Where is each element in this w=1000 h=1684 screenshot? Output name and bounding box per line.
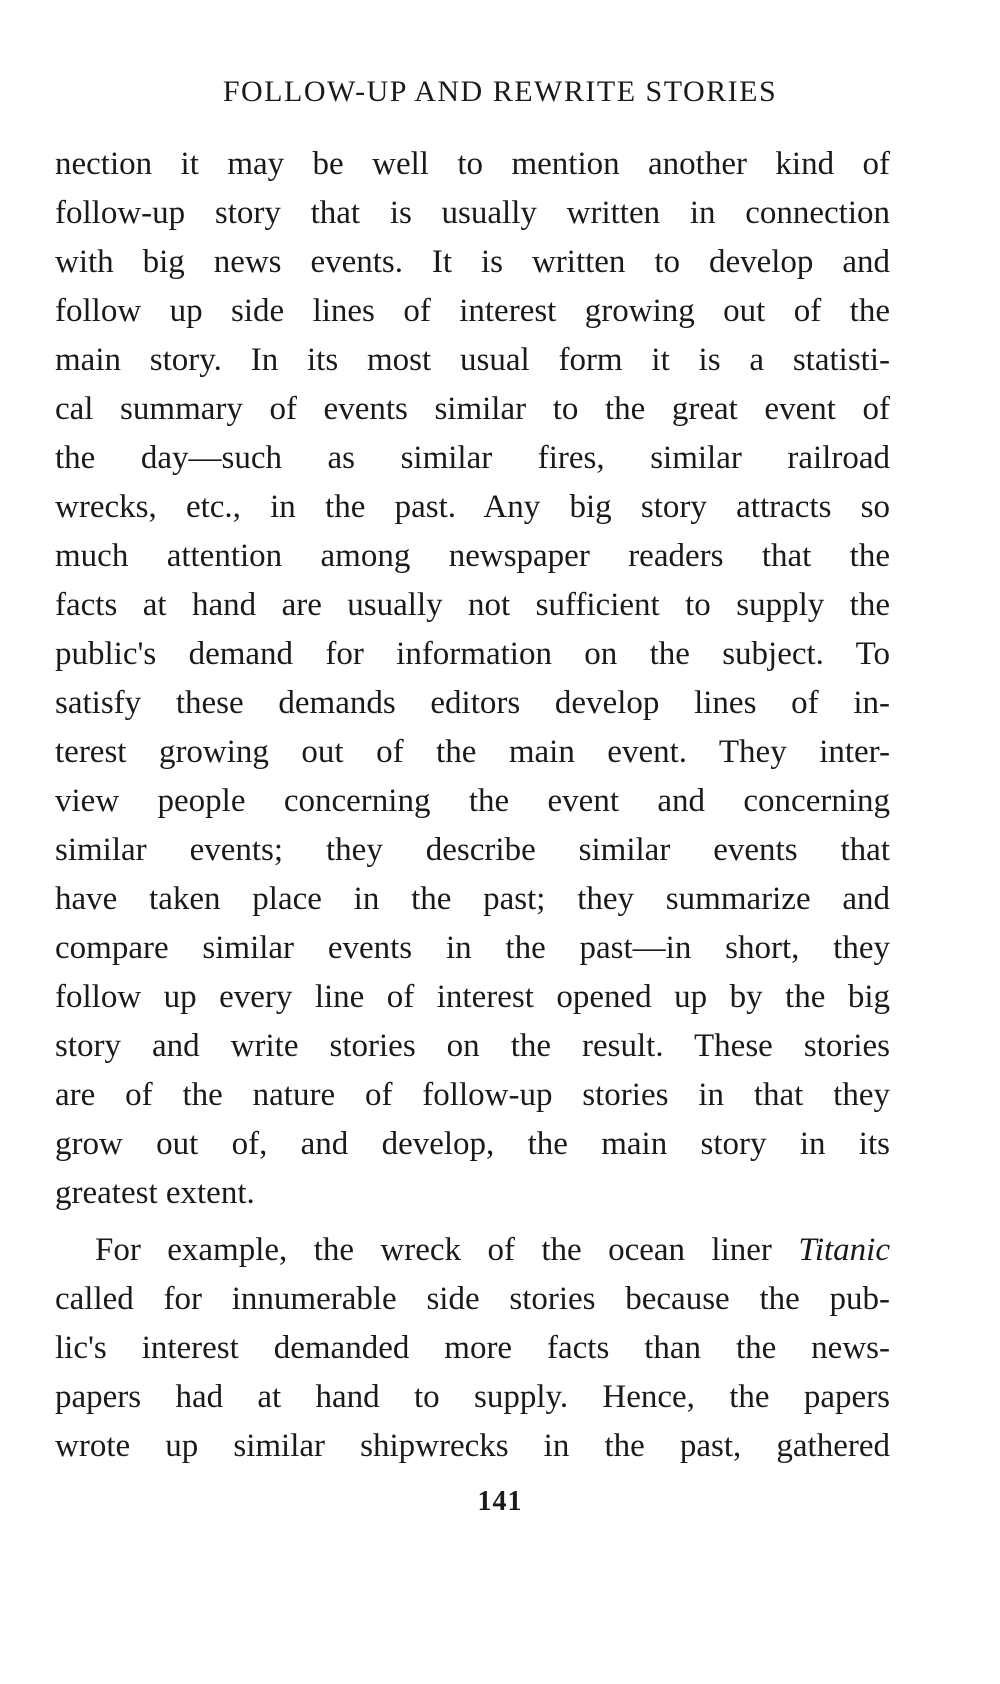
text-line: public's demand for information on the subject. To [55,636,890,672]
paragraph [55,140,890,1218]
text-line: nection it may be well to mention another kind of [55,146,890,182]
text-line: are of the nature of follow-up stories in that they [55,1077,890,1113]
text-run: For example, the wreck of the ocean liner [95,1232,799,1268]
text-line: with big news events. It is written to develop and [55,244,890,280]
text-line: facts at hand are usually not sufficient to supply the [55,587,890,623]
paragraph-gap [55,1218,890,1226]
text-line: the day—such as similar fires, similar railroad [55,440,890,476]
text-line: wrote up similar shipwrecks in the past, gathered [55,1428,890,1464]
text-line: terest growing out of the main event. They inter- [55,734,890,770]
ship-name-italic: Titanic [798,1232,890,1268]
text-line: compare similar events in the past—in short, they [55,930,890,966]
body-text [55,140,890,1471]
text-line: similar events; they describe similar events that [55,832,890,868]
text-line: grow out of, and develop, the main story in its [55,1126,890,1162]
text-line: cal summary of events similar to the great event of [55,391,890,427]
text-line: satisfy these demands editors develop lines of in- [55,685,890,721]
page-number: 141 [477,1486,523,1517]
text-line: much attention among newspaper readers that the [55,538,890,574]
running-head: FOLLOW-UP AND REWRITE STORIES [222,75,778,108]
text-line [55,1226,890,1275]
text-line: follow up side lines of interest growing out of the [55,293,890,329]
text-line: follow-up story that is usually written in connection [55,195,890,231]
text-line: papers had at hand to supply. Hence, the papers [55,1379,890,1415]
text-line: follow up every line of interest opened up by the big [55,979,890,1015]
text-line: lic's interest demanded more facts than the news- [55,1330,890,1366]
text-line: main story. In its most usual form it is a statisti- [55,342,890,378]
paragraph [55,1226,890,1471]
text-line: view people concerning the event and concerning [55,783,890,819]
text-line: have taken place in the past; they summarize and [55,881,890,917]
text-line: wrecks, etc., in the past. Any big story attracts so [55,489,890,525]
text-line: story and write stories on the result. These stories [55,1028,890,1064]
text-line: greatest extent. [55,1175,255,1211]
text-line: called for innumerable side stories because the pub- [55,1281,890,1317]
